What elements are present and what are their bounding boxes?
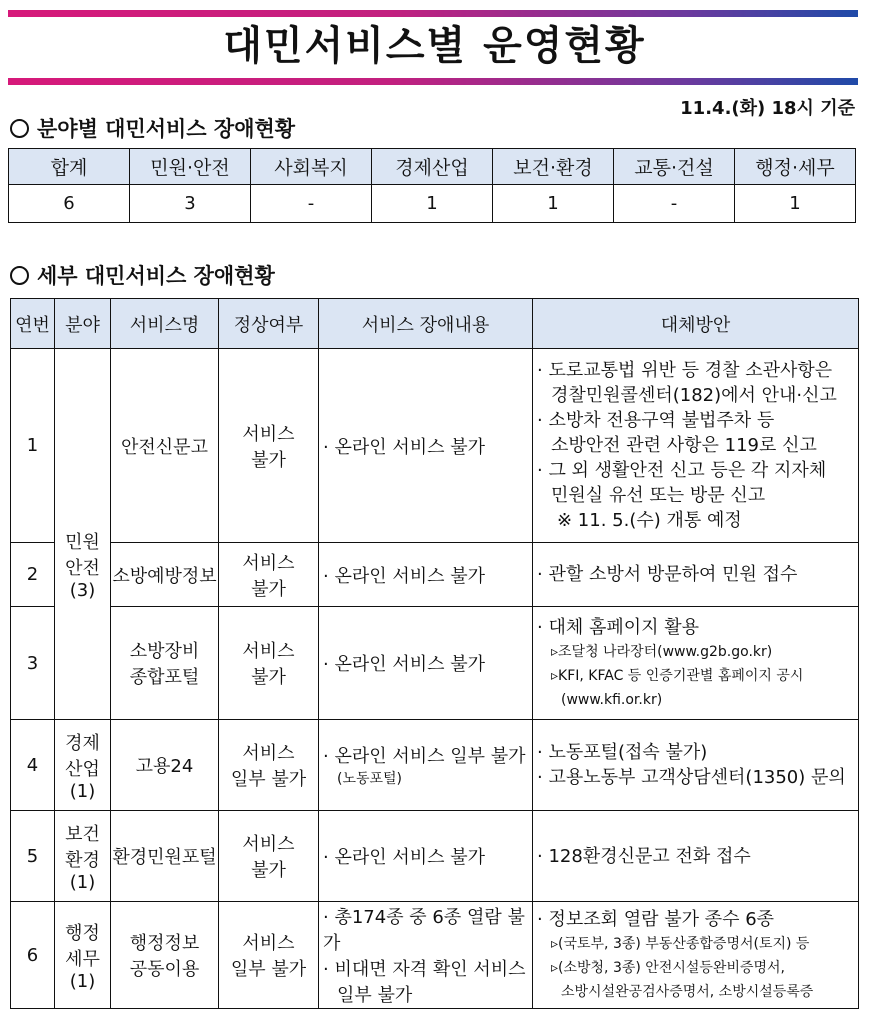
alternative-cell (533, 349, 859, 543)
status-line: 서비스 (242, 743, 295, 764)
category-cell (55, 902, 111, 1009)
circle-bullet-icon (10, 119, 29, 138)
table-row (11, 607, 859, 720)
detail-header: 연번 (11, 299, 55, 349)
row-number: 2 (11, 543, 55, 607)
alt-sub-line: ▹(국토부, 3종) 부동산종합증명서(토지) 등 (551, 935, 810, 952)
status-line: 서비스 (242, 933, 295, 954)
summary-value: - (251, 185, 372, 223)
alt-line: · 도로교통법 위반 등 경찰 소관사항은 (537, 360, 833, 381)
row-number: 5 (11, 811, 55, 902)
alt-sub-line: ▹조달청 나라장터(www.g2b.go.kr) (551, 643, 773, 660)
summary-value: 3 (130, 185, 251, 223)
service-name-line: 행정정보 (129, 933, 200, 954)
issue-line: · 비대면 자격 확인 서비스 (323, 959, 526, 980)
status-line: 불가 (251, 860, 286, 881)
alternative-cell (533, 811, 859, 902)
detail-header: 분야 (55, 299, 111, 349)
status-line: 서비스 (242, 423, 295, 445)
section-title-detail (10, 260, 275, 290)
issue-line: 일부 불가 (337, 985, 413, 1006)
table-row (11, 720, 859, 811)
issue-cell (319, 811, 533, 902)
row-number: 1 (11, 349, 55, 543)
summary-header: 민원·안전 (130, 149, 251, 185)
issue-cell (319, 720, 533, 811)
category-line: 세무 (65, 948, 100, 970)
alt-sub-line: (www.kfi.or.kr) (561, 691, 663, 708)
category-line: 경제 (65, 732, 100, 754)
alt-sub-line: 소방시설완공검사증명서, 소방시설등록증 (561, 983, 814, 1000)
section-title-text: 분야별 대민서비스 장애현황 (37, 117, 296, 141)
category-cell (55, 720, 111, 811)
detail-header: 대체방안 (533, 299, 859, 349)
detail-header: 서비스 장애내용 (319, 299, 533, 349)
summary-value: 1 (493, 185, 614, 223)
issue-sub-line: (노동포털) (337, 771, 403, 787)
status-cell (219, 349, 319, 543)
category-count: (3) (69, 579, 96, 601)
status-line: 불가 (251, 449, 286, 471)
issue-cell (319, 543, 533, 607)
summary-value: 1 (372, 185, 493, 223)
service-name: 환경민원포털 (111, 811, 219, 902)
row-number: 4 (11, 720, 55, 811)
service-name-line: 종합포털 (129, 667, 200, 688)
service-name-line: 공동이용 (129, 959, 200, 980)
status-line: 서비스 (242, 552, 295, 574)
service-name: 안전신문고 (111, 349, 219, 543)
service-name-line: 소방장비 (129, 641, 200, 662)
category-count: (1) (69, 871, 96, 893)
issue-line: · 온라인 서비스 불가 (323, 436, 485, 458)
issue-line: · 총174종 중 6종 열람 불가 (323, 907, 525, 954)
alt-note: ※ 11. 5.(수) 개통 예정 (557, 510, 742, 531)
category-count: (1) (69, 780, 96, 802)
category-line: 산업 (65, 758, 100, 780)
top-accent-bar (8, 10, 858, 17)
issue-cell (319, 349, 533, 543)
status-cell (219, 607, 319, 720)
service-name: 소방예방정보 (111, 543, 219, 607)
detail-table (10, 298, 859, 1009)
category-line: 안전 (65, 557, 100, 579)
alt-line: · 고용노동부 고객상담센터(1350) 문의 (537, 767, 846, 788)
summary-value: - (614, 185, 735, 223)
summary-header: 경제산업 (372, 149, 493, 185)
summary-header-row (9, 149, 856, 185)
category-line: 보건 (65, 823, 100, 845)
alt-line: 소방안전 관련 사항은 119로 신고 (551, 435, 817, 456)
issue-cell (319, 607, 533, 720)
alternative-cell (533, 720, 859, 811)
alt-line: · 소방차 전용구역 불법주차 등 (537, 410, 775, 431)
alt-line: 경찰민원콜센터(182)에서 안내·신고 (551, 385, 837, 406)
section-title-summary (10, 113, 295, 143)
status-line: 서비스 (242, 641, 295, 662)
issue-line: · 온라인 서비스 불가 (323, 847, 485, 868)
page-title: 대민서비스별 운영현황 (223, 23, 646, 69)
issue-line: · 온라인 서비스 불가 (323, 565, 485, 587)
category-cell (55, 349, 111, 720)
issue-line: · 온라인 서비스 불가 (323, 654, 485, 675)
category-cell (55, 811, 111, 902)
summary-header: 보건·환경 (493, 149, 614, 185)
alt-line: · 128환경신문고 전화 접수 (537, 845, 751, 867)
alt-line: · 노동포털(접속 불가) (537, 742, 708, 763)
summary-header: 사회복지 (251, 149, 372, 185)
summary-header: 행정·세무 (735, 149, 856, 185)
alt-line: · 그 외 생활안전 신고 등은 각 지자체 (537, 460, 827, 481)
alternative-cell (533, 607, 859, 720)
alt-line: · 대체 홈페이지 활용 (537, 616, 699, 638)
issue-line: · 온라인 서비스 일부 불가 (323, 746, 526, 767)
table-row (11, 543, 859, 607)
status-line: 불가 (251, 667, 286, 688)
alt-sub-line: ▹(소방청, 3종) 안전시설등완비증명서, (551, 959, 785, 976)
detail-header: 정상여부 (219, 299, 319, 349)
table-row (11, 349, 859, 543)
summary-value-row (9, 185, 856, 223)
row-number: 6 (11, 902, 55, 1009)
detail-header-row (11, 299, 859, 349)
status-line: 일부 불가 (230, 959, 307, 980)
status-cell (219, 811, 319, 902)
status-line: 불가 (251, 578, 286, 600)
summary-header: 교통·건설 (614, 149, 735, 185)
category-line: 환경 (65, 849, 100, 871)
status-cell (219, 543, 319, 607)
issue-cell (319, 902, 533, 1009)
detail-header: 서비스명 (111, 299, 219, 349)
status-cell (219, 902, 319, 1009)
row-number: 3 (11, 607, 55, 720)
bottom-accent-bar (8, 78, 858, 85)
summary-value: 6 (9, 185, 130, 223)
alt-line: 민원실 유선 또는 방문 신고 (551, 485, 766, 506)
table-row (11, 902, 859, 1009)
circle-bullet-icon (10, 266, 29, 285)
alt-sub-line: ▹KFI, KFAC 등 인증기관별 홈페이지 공시 (551, 667, 804, 684)
alternative-cell (533, 902, 859, 1009)
alt-line: · 정보조회 열람 불가 종수 6종 (537, 908, 775, 930)
category-line: 행정 (65, 922, 100, 944)
summary-table (8, 148, 856, 223)
basis-timestamp: 11.4.(화) 18시 기준 (680, 98, 855, 119)
summary-header: 합계 (9, 149, 130, 185)
category-count: (1) (69, 970, 96, 992)
service-name: 고용24 (111, 720, 219, 811)
service-name (111, 607, 219, 720)
status-line: 일부 불가 (230, 769, 307, 790)
section-title-text: 세부 대민서비스 장애현황 (37, 264, 275, 288)
status-cell (219, 720, 319, 811)
summary-value: 1 (735, 185, 856, 223)
alternative-cell (533, 543, 859, 607)
table-row (11, 811, 859, 902)
status-line: 서비스 (242, 834, 295, 855)
alt-line: · 관할 소방서 방문하여 민원 접수 (537, 564, 798, 585)
category-line: 민원 (65, 531, 100, 553)
service-name (111, 902, 219, 1009)
